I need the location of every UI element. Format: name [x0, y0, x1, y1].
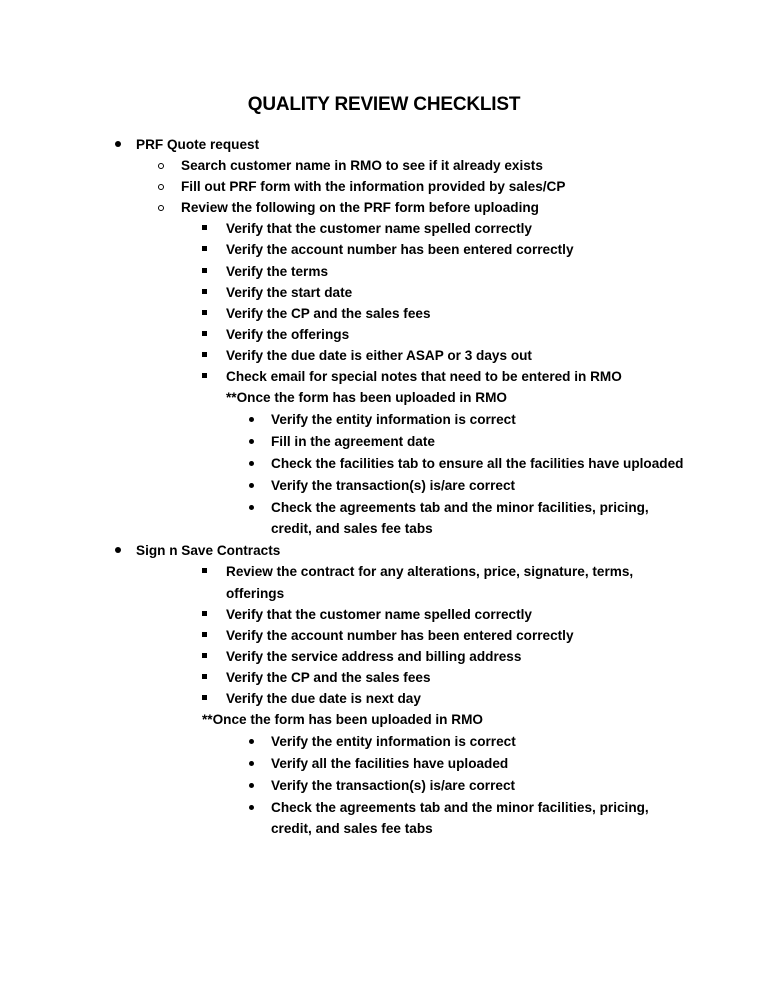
- list-item: [0, 646, 768, 667]
- step-text: Review the following on the PRF form before uploading: [181, 200, 539, 215]
- list-item: [0, 176, 768, 197]
- list-item: [0, 366, 768, 387]
- list-item: [0, 625, 768, 646]
- review-item-text: Verify the account number has been entered correctly: [226, 242, 574, 257]
- list-item: [0, 197, 768, 218]
- list-item: [0, 218, 768, 239]
- list-item: [0, 409, 768, 430]
- review-item-text: Verify that the customer name spelled correctly: [226, 607, 532, 622]
- list-item: [0, 431, 768, 452]
- list-item: [0, 303, 768, 324]
- upload-item-text: Check the agreements tab and the minor facilities, pricing,: [271, 500, 649, 515]
- review-item-text: Review the contract for any alterations, price, signature, terms,: [226, 564, 634, 579]
- review-item-text: Verify the CP and the sales fees: [226, 306, 431, 321]
- list-item-continuation: [0, 583, 768, 604]
- review-item-text: Verify the due date is next day: [226, 691, 421, 706]
- review-item-text: Verify the CP and the sales fees: [226, 670, 431, 685]
- upload-item-text: Verify the entity information is correct: [271, 412, 516, 427]
- review-item-text: Verify the due date is either ASAP or 3 days out: [226, 348, 532, 363]
- upload-note: [0, 709, 768, 730]
- review-item-text: Verify the service address and billing address: [226, 649, 522, 664]
- upload-note-text: **Once the form has been uploaded in RMO: [202, 712, 483, 727]
- page-title: QUALITY REVIEW CHECKLIST: [247, 94, 521, 115]
- list-item: [0, 688, 768, 709]
- step-text: Fill out PRF form with the information provided by sales/CP: [181, 179, 566, 194]
- list-item-continuation: [0, 518, 768, 539]
- upload-item-text: Verify the transaction(s) is/are correct: [271, 778, 516, 793]
- upload-item-text: Fill in the agreement date: [271, 434, 435, 449]
- upload-item-text: Verify all the facilities have uploaded: [271, 756, 509, 771]
- upload-note: [0, 387, 768, 408]
- list-item-continuation: [0, 818, 768, 839]
- list-item: [0, 345, 768, 366]
- upload-item-text: Check the agreements tab and the minor facilities, pricing,: [271, 800, 649, 815]
- section-heading-prf: PRF Quote request: [136, 137, 260, 152]
- list-item: [0, 775, 768, 796]
- section-heading-sign-save: Sign n Save Contracts: [136, 543, 281, 558]
- list-item: [0, 753, 768, 774]
- step-text: Search customer name in RMO to see if it already exists: [181, 158, 543, 173]
- list-item: [0, 604, 768, 625]
- upload-item-text: credit, and sales fee tabs: [271, 821, 433, 836]
- review-item-text: Verify that the customer name spelled correctly: [226, 221, 532, 236]
- list-item: [0, 561, 768, 582]
- upload-item-text: Verify the transaction(s) is/are correct: [271, 478, 516, 493]
- list-item: [0, 540, 768, 561]
- list-item: [0, 475, 768, 496]
- list-item: [0, 667, 768, 688]
- list-item: [0, 239, 768, 260]
- upload-item-text: Check the facilities tab to ensure all the facilities have uploaded: [271, 456, 684, 471]
- upload-item-text: Verify the entity information is correct: [271, 734, 516, 749]
- review-item-text: Verify the account number has been entered correctly: [226, 628, 574, 643]
- list-item: [0, 155, 768, 176]
- review-item-text: Verify the start date: [226, 285, 353, 300]
- review-item-text: Check email for special notes that need to be entered in RMO: [226, 369, 622, 384]
- list-item: [0, 497, 768, 518]
- list-item: [0, 731, 768, 752]
- list-item: [0, 261, 768, 282]
- list-item: [0, 324, 768, 345]
- review-item-text: Verify the terms: [226, 264, 328, 279]
- list-item: [0, 797, 768, 818]
- list-item: [0, 134, 768, 155]
- review-item-text: Verify the offerings: [226, 327, 350, 342]
- upload-item-text: credit, and sales fee tabs: [271, 521, 433, 536]
- review-item-text: offerings: [226, 586, 285, 601]
- list-item: [0, 282, 768, 303]
- list-item: [0, 453, 768, 474]
- upload-note-text: **Once the form has been uploaded in RMO: [226, 390, 507, 405]
